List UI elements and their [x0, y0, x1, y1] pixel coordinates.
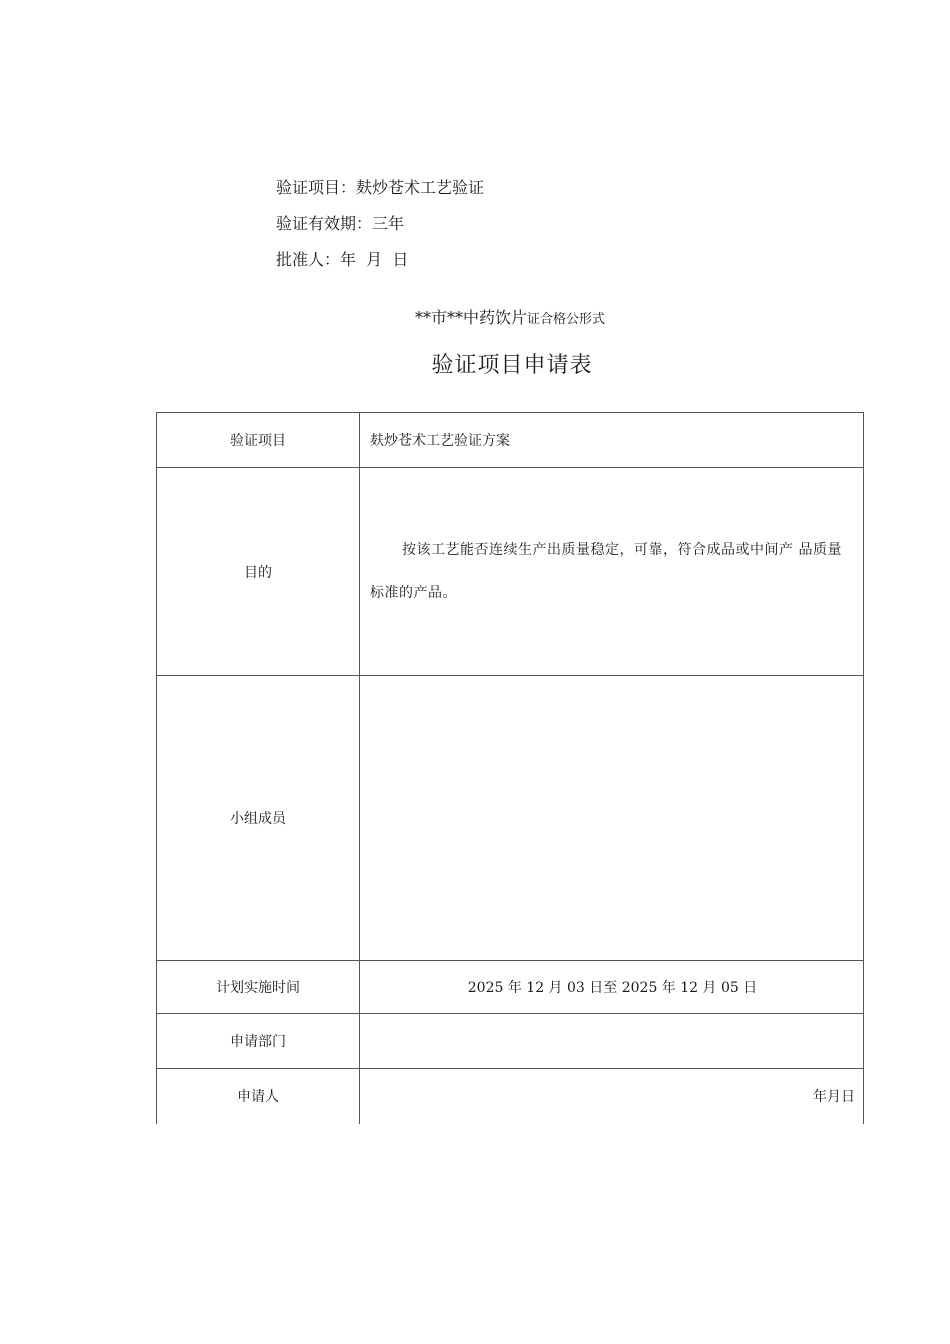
organization-name: **市**中药饮片: [414, 308, 527, 327]
table-row: [157, 468, 864, 676]
schedule-label: 计划实施时间: [157, 961, 360, 1014]
project-value: 麸炒苍术工艺验证方案: [360, 413, 864, 468]
members-label: 小组成员: [157, 676, 360, 961]
members-value: [360, 676, 864, 961]
table-row: [157, 1069, 864, 1124]
project-label: 验证项目: [157, 413, 360, 468]
department-value: [360, 1014, 864, 1069]
department-label: 申请部门: [157, 1014, 360, 1069]
schedule-value: 2025 年 12 月 03 日至 2025 年 12 月 05 日: [360, 961, 864, 1014]
applicant-label: 申请人: [157, 1069, 360, 1124]
validity-line: 验证有效期：三年: [276, 214, 405, 233]
purpose-value: 按该工艺能否连续生产出质量稳定，可靠，符合成品或中间产 品质量标准的产品。: [370, 541, 842, 601]
table-row: [157, 413, 864, 468]
purpose-cell: [360, 468, 864, 676]
table-row: [157, 1014, 864, 1069]
approver-line: 批准人：年 月 日: [276, 250, 409, 269]
table-row: [157, 961, 864, 1014]
purpose-label: 目的: [157, 468, 360, 676]
form-title: 验证项目申请表: [431, 353, 593, 378]
organization-line: [0, 307, 950, 331]
applicant-date: 年月日: [360, 1069, 864, 1124]
project-line: 验证项目：麸炒苍术工艺验证: [276, 178, 485, 197]
table-row: [157, 676, 864, 961]
application-form-table: [156, 412, 864, 1124]
organization-suffix: 证合格公形式: [527, 312, 606, 327]
